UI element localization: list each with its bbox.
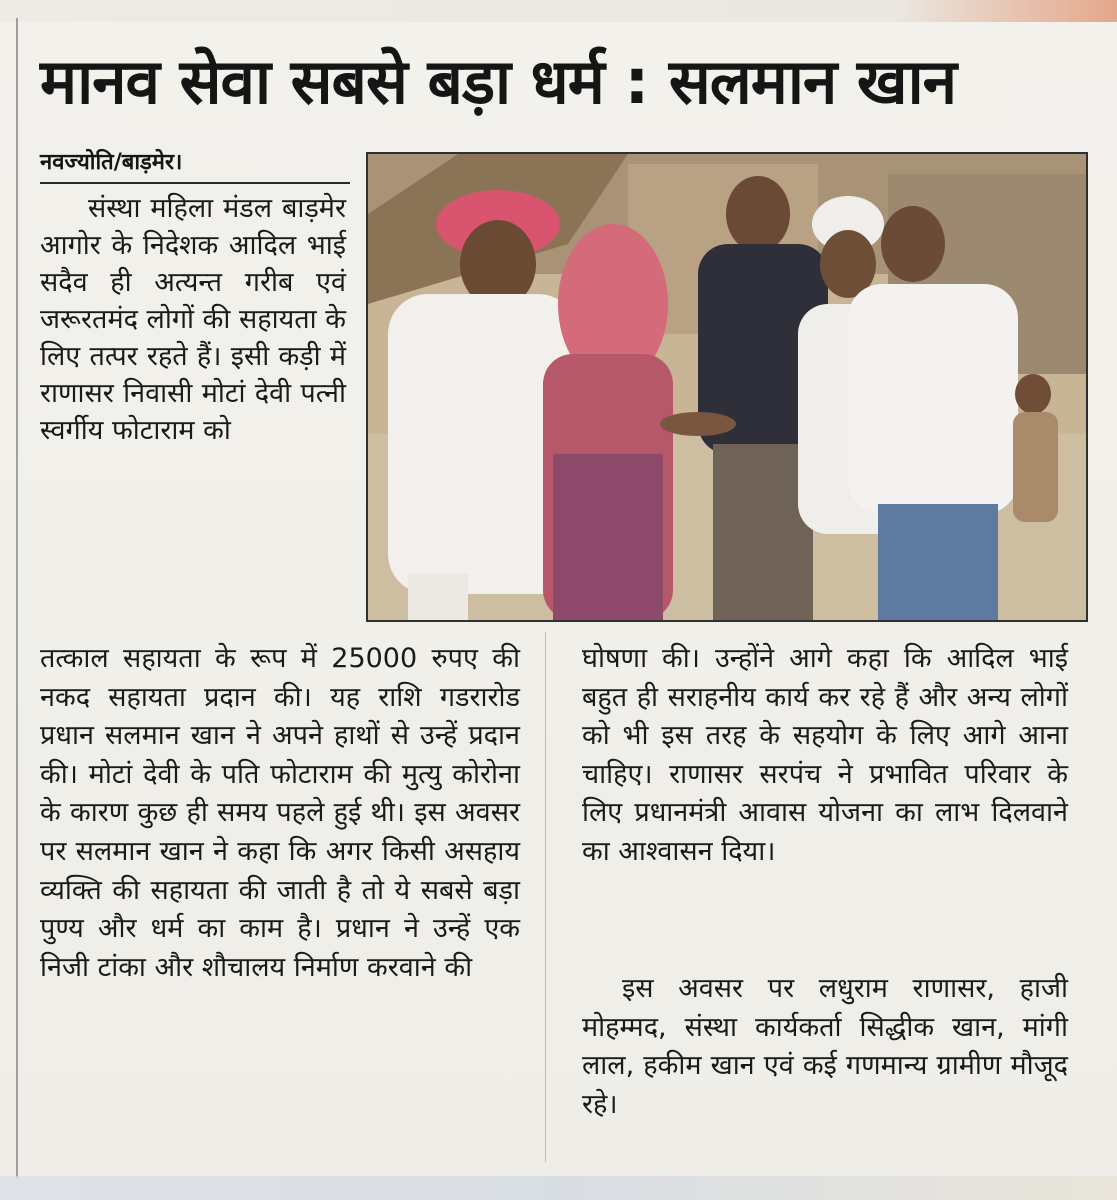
column-divider — [545, 632, 546, 1162]
column-rule-left — [16, 18, 18, 1178]
byline-rule — [40, 182, 350, 184]
paragraph-closing: इस अवसर पर लधुराम राणासर, हाजी मोहम्मद, संस्था कार्यकर्ता सिद्धीक खान, मांगी लाल, हकीम खान एवं कई गणमान्य ग्रामीण मौजूद रहे। — [582, 973, 1068, 1120]
headline: मानव सेवा सबसे बड़ा धर्म : सलमान खान — [40, 45, 957, 118]
scan-edge-top — [0, 0, 1117, 22]
paragraph-body-left: तत्काल सहायता के रूप में 25000 रुपए की नकद सहायता प्रदान की। यह राशि गडरारोड प्रधान सलमान खान ने अपने हाथों से उन्हें प्रदान की। मोटां देवी के पति फोटाराम की मुत्यु कोरोना के कारण कुछ ही समय पहले हुई थी। इस अवसर पर सलमान खान ने कहा कि अगर किसी असहाय व्यक्ति की सहायता की जाती है तो ये सबसे बड़ा पुण्य और धर्म का काम है। प्रधान ने उन्हें एक निजी टांका और शौचालय निर्माण करवाने की — [40, 643, 520, 983]
paragraph-body-right: घोषणा की। उन्होंने आगे कहा कि आदिल भाई बहुत ही सराहनीय कार्य कर रहे हैं और अन्य लोगों को भी इस तरह के सहयोग के लिए आगे आना चाहिए। राणासर सरपंच ने प्रभावित परिवार के लिए प्रधानमंत्री आवास योजना का लाभ दिलवाने का आश्वासन दिया। — [582, 643, 1068, 867]
byline: नवज्योति/बाड़मेर। — [40, 150, 183, 175]
paragraph-intro: संस्था महिला मंडल बाड़मेर आगोर के निदेशक आदिल भाई सदैव ही अत्यन्त गरीब एवं जरूरतमंद लोगों की सहायता के लिए तत्पर रहते हैं। इसी कड़ी में राणासर निवासी मोटां देवी पत्नी स्वर्गीय फोटाराम को — [40, 193, 346, 446]
scan-edge-bottom — [0, 1176, 1117, 1200]
news-photo — [366, 152, 1088, 622]
photo-illustration — [368, 154, 1086, 620]
